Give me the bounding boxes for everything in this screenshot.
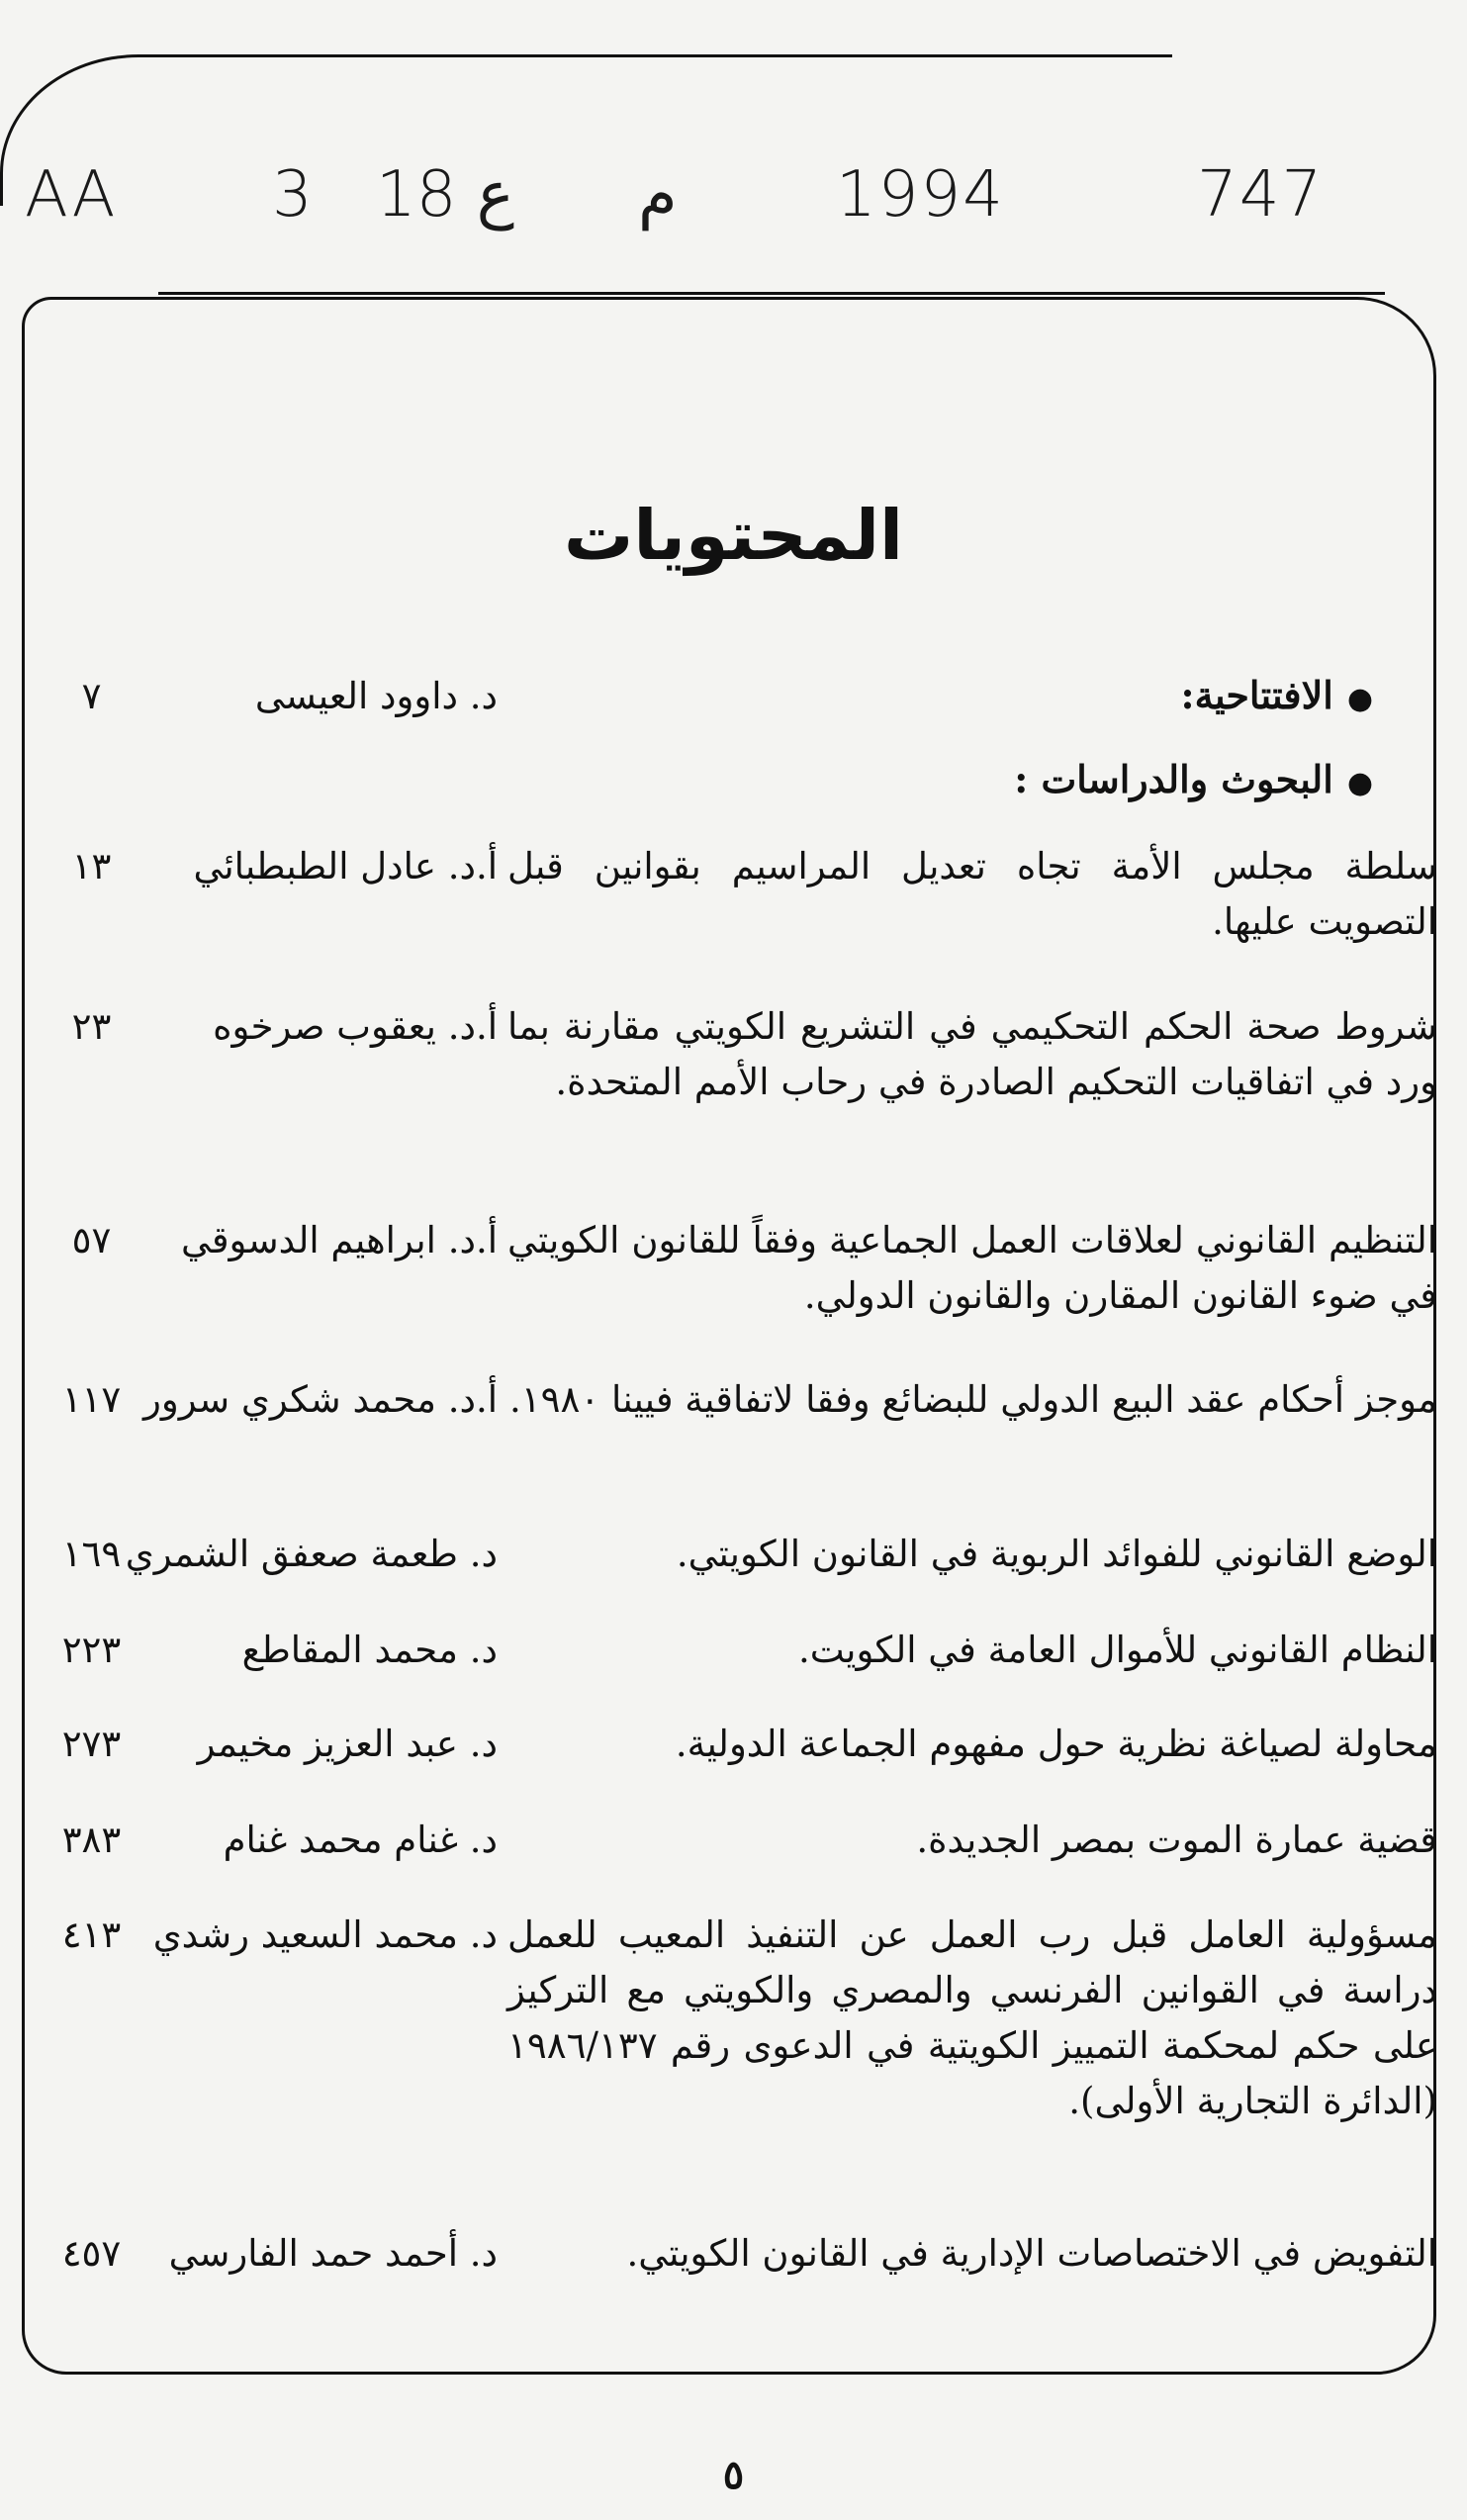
entry-title: سلطة مجلس الأمة تجاه تعديل المراسيم بقوانين قبل التصويت عليها.	[507, 845, 1437, 943]
entry-author: أ.د. محمد شكري سرور	[142, 1378, 498, 1421]
entry-page: ٢٢٣	[61, 1629, 122, 1671]
entry-page: ٤١٣	[61, 1913, 122, 1956]
entry-page: ٢٣	[71, 1005, 112, 1048]
page-title: المحتويات	[563, 495, 904, 576]
entry-title: شروط صحة الحكم التحكيمي في التشريع الكويتي مقارنة بما ورد في اتفاقيات التحكيم الصادرة في رحاب الأمم المتحدة.	[507, 1005, 1437, 1103]
entry-author: د. غنام محمد غنام	[223, 1819, 498, 1861]
research-heading	[1014, 757, 1373, 801]
hand-number: 747	[1197, 158, 1325, 232]
entry-title: محاولة لصياغة نظرية حول مفهوم الجماعة الدولية.	[675, 1723, 1437, 1765]
top-rule	[198, 54, 1172, 57]
entry-author: د. محمد المقاطع	[241, 1629, 498, 1671]
hand-year: 1994	[836, 158, 1005, 232]
editorial-author: د. داوود العيسى	[254, 675, 498, 717]
entry-author: أ.د. عادل الطبطبائي	[193, 845, 498, 887]
entry-title: مسؤولية العامل قبل رب العمل عن التنفيذ المعيب للعمل دراسة في القوانين الفرنسي والمصري والكويتي مع التركيز على حكم لمحكمة التمييز الكويتية في الدعوى رقم ١٩٨٦/١٣٧ (الدائرة التجارية الأولى).	[507, 1913, 1437, 2122]
entry-title: التفويض في الاختصاصات الإدارية في القانون الكويتي.	[626, 2232, 1437, 2275]
entry-title: التنظيم القانوني لعلاقات العمل الجماعية وفقاً للقانون الكويتي في ضوء القانون المقارن والقانون الدولي.	[507, 1219, 1437, 1317]
entry-page: ٢٧٣	[61, 1723, 122, 1765]
entry-author: د. طعمة صعفق الشمري	[125, 1533, 498, 1575]
entry-title: النظام القانوني للأموال العامة في الكويت.	[798, 1629, 1437, 1671]
page-number: ٥	[722, 2452, 745, 2498]
entry-page: ١٣	[71, 845, 112, 887]
entry-title: الوضع القانوني للفوائد الربوية في القانون الكويتي.	[676, 1533, 1437, 1575]
entry-page: ٤٥٧	[61, 2232, 122, 2275]
entry-author: أ.د. يعقوب صرخوه	[213, 1005, 498, 1048]
research-label: البحوث والدراسات :	[1014, 757, 1333, 801]
entry-author: د. أحمد حمد الفارسي	[168, 2232, 498, 2275]
entry-page: ٣٨٣	[61, 1819, 122, 1861]
hand-left: AA	[25, 158, 118, 232]
bullet-icon: ●	[1346, 766, 1373, 800]
entry-page: ١٦٩	[61, 1533, 122, 1575]
hand-year-mark: م	[638, 158, 678, 232]
bullet-icon: ●	[1346, 682, 1373, 716]
editorial-page: ٧	[81, 675, 102, 717]
editorial-label: الافتتاحية:	[1180, 673, 1333, 717]
entry-author: د. عبد العزيز مخيمر	[197, 1723, 498, 1765]
handwriting-underline	[158, 292, 1385, 295]
entry-page: ٥٧	[71, 1219, 112, 1261]
entry-title: موجز أحكام عقد البيع الدولي للبضائع وفقا لاتفاقية فيينا ١٩٨٠.	[509, 1378, 1437, 1421]
hand-issue: ع 18	[376, 158, 514, 232]
entry-author: د. محمد السعيد رشدي	[152, 1913, 498, 1956]
entry-author: أ.د. ابراهيم الدسوقي	[181, 1219, 498, 1261]
entry-title: قضية عمارة الموت بمصر الجديدة.	[916, 1819, 1437, 1861]
entry-page: ١١٧	[61, 1378, 122, 1421]
editorial-heading	[1181, 673, 1373, 717]
hand-volume: 3	[272, 158, 315, 232]
